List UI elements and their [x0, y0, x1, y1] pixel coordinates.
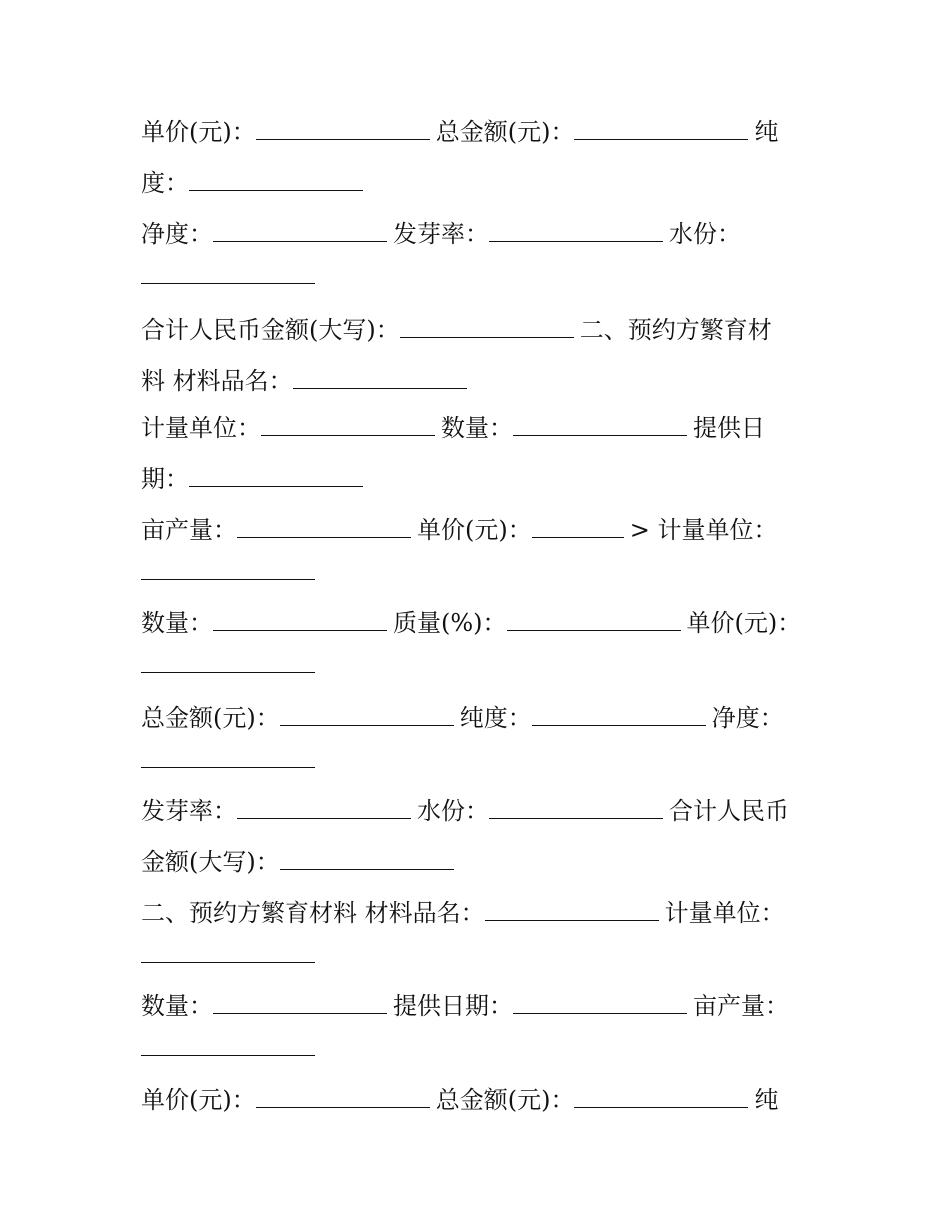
label-cleanliness: 净度：	[141, 220, 213, 248]
form-line-total-rmb	[141, 311, 821, 343]
label-supply-date-part2: 期：	[141, 465, 189, 493]
label-unit-price: 单价(元)：	[141, 118, 256, 146]
form-line-material-name	[141, 362, 821, 394]
blank-field[interactable]	[237, 511, 411, 538]
label-cleanliness: 净度：	[711, 704, 784, 732]
label-supply-date-part1: 提供日	[693, 414, 765, 442]
blank-field[interactable]	[261, 409, 435, 436]
blank-field[interactable]	[141, 936, 315, 963]
label-quantity: 数量：	[441, 414, 513, 442]
form-line-germination	[141, 792, 821, 824]
label-moisture: 水份：	[669, 220, 741, 248]
label-germination-rate: 发芽率：	[393, 220, 489, 248]
blank-field[interactable]	[489, 215, 663, 242]
blank-field[interactable]	[574, 113, 748, 140]
label-supply-date: 提供日期：	[393, 992, 513, 1020]
blank-field[interactable]	[141, 646, 315, 673]
form-line-blank	[141, 936, 821, 968]
label-yield-per-mu: 亩产量：	[693, 992, 789, 1020]
label-quantity: 数量：	[141, 992, 213, 1020]
form-line-blank	[141, 553, 821, 585]
form-line-total-rmb	[141, 843, 821, 875]
blank-field[interactable]	[141, 741, 315, 768]
blank-field[interactable]	[237, 792, 411, 819]
label-unit-price: 单价(元)：	[141, 1086, 256, 1114]
blank-field[interactable]	[574, 1081, 748, 1108]
form-line-blank	[141, 646, 821, 678]
blank-field[interactable]	[141, 1029, 315, 1056]
label-unit-of-measure: 计量单位：	[664, 899, 785, 927]
blank-field[interactable]	[213, 987, 387, 1014]
blank-field[interactable]	[189, 460, 363, 487]
blank-field[interactable]	[189, 164, 363, 191]
label-quality-percent: 质量(%)：	[393, 609, 507, 637]
blank-field[interactable]	[213, 215, 387, 242]
form-line-unit-of-measure	[141, 409, 821, 441]
label-purity: 纯度：	[459, 704, 532, 732]
blank-field[interactable]	[141, 553, 315, 580]
blank-field[interactable]	[293, 362, 467, 389]
form-line-quantity-date	[141, 987, 821, 1019]
form-line-blank	[141, 1029, 821, 1061]
label-purity-part1: 纯	[754, 1086, 779, 1114]
label-moisture: 水份：	[417, 797, 489, 825]
label-unit-of-measure: 计量单位：	[141, 414, 261, 442]
label-purity-part1: 纯	[754, 118, 779, 146]
form-line-total-amount	[141, 699, 821, 731]
label-material-name: 料 材料品名：	[141, 367, 293, 395]
blank-field[interactable]	[489, 792, 663, 819]
label-total-amount: 总金额(元)：	[435, 1086, 575, 1114]
blank-field[interactable]	[513, 987, 687, 1014]
label-unit-of-measure: > 计量单位：	[629, 516, 778, 544]
label-unit-price: 单价(元)：	[417, 516, 532, 544]
blank-field[interactable]	[213, 604, 387, 631]
label-total-rmb-part1: 合计人民币	[669, 797, 789, 825]
label-total-rmb-uppercase: 合计人民币金额(大写)：	[141, 316, 400, 344]
form-line-section-two	[141, 894, 821, 926]
section-heading-breeding-material: 二、预约方繁育材	[579, 316, 772, 344]
blank-field[interactable]	[141, 257, 315, 284]
blank-field[interactable]	[280, 699, 454, 726]
blank-field[interactable]	[532, 511, 624, 538]
form-line-blank	[141, 257, 821, 289]
form-line-cleanliness	[141, 215, 821, 247]
label-unit-price: 单价(元)：	[686, 609, 802, 637]
blank-field[interactable]	[532, 699, 706, 726]
section-heading-material-name: 二、预约方繁育材料 材料品名：	[141, 899, 485, 927]
form-line-supply-date	[141, 460, 821, 492]
form-line-quantity	[141, 604, 821, 636]
blank-field[interactable]	[280, 843, 454, 870]
label-purity-part2: 度：	[141, 169, 189, 197]
label-total-rmb-part2: 金额(大写)：	[141, 848, 280, 876]
form-line-purity	[141, 164, 821, 196]
label-total-amount: 总金额(元)：	[141, 704, 280, 732]
blank-field[interactable]	[400, 311, 574, 338]
form-line-unit-price	[141, 113, 821, 145]
label-yield-per-mu: 亩产量：	[141, 516, 237, 544]
blank-field[interactable]	[256, 113, 430, 140]
form-line-unit-price	[141, 1081, 821, 1113]
label-quantity: 数量：	[141, 609, 213, 637]
form-line-blank	[141, 741, 821, 773]
form-line-yield	[141, 511, 821, 543]
blank-field[interactable]	[507, 604, 681, 631]
blank-field[interactable]	[513, 409, 687, 436]
blank-field[interactable]	[256, 1081, 430, 1108]
blank-field[interactable]	[485, 894, 659, 921]
label-germination-rate: 发芽率：	[141, 797, 237, 825]
label-total-amount: 总金额(元)：	[435, 118, 575, 146]
